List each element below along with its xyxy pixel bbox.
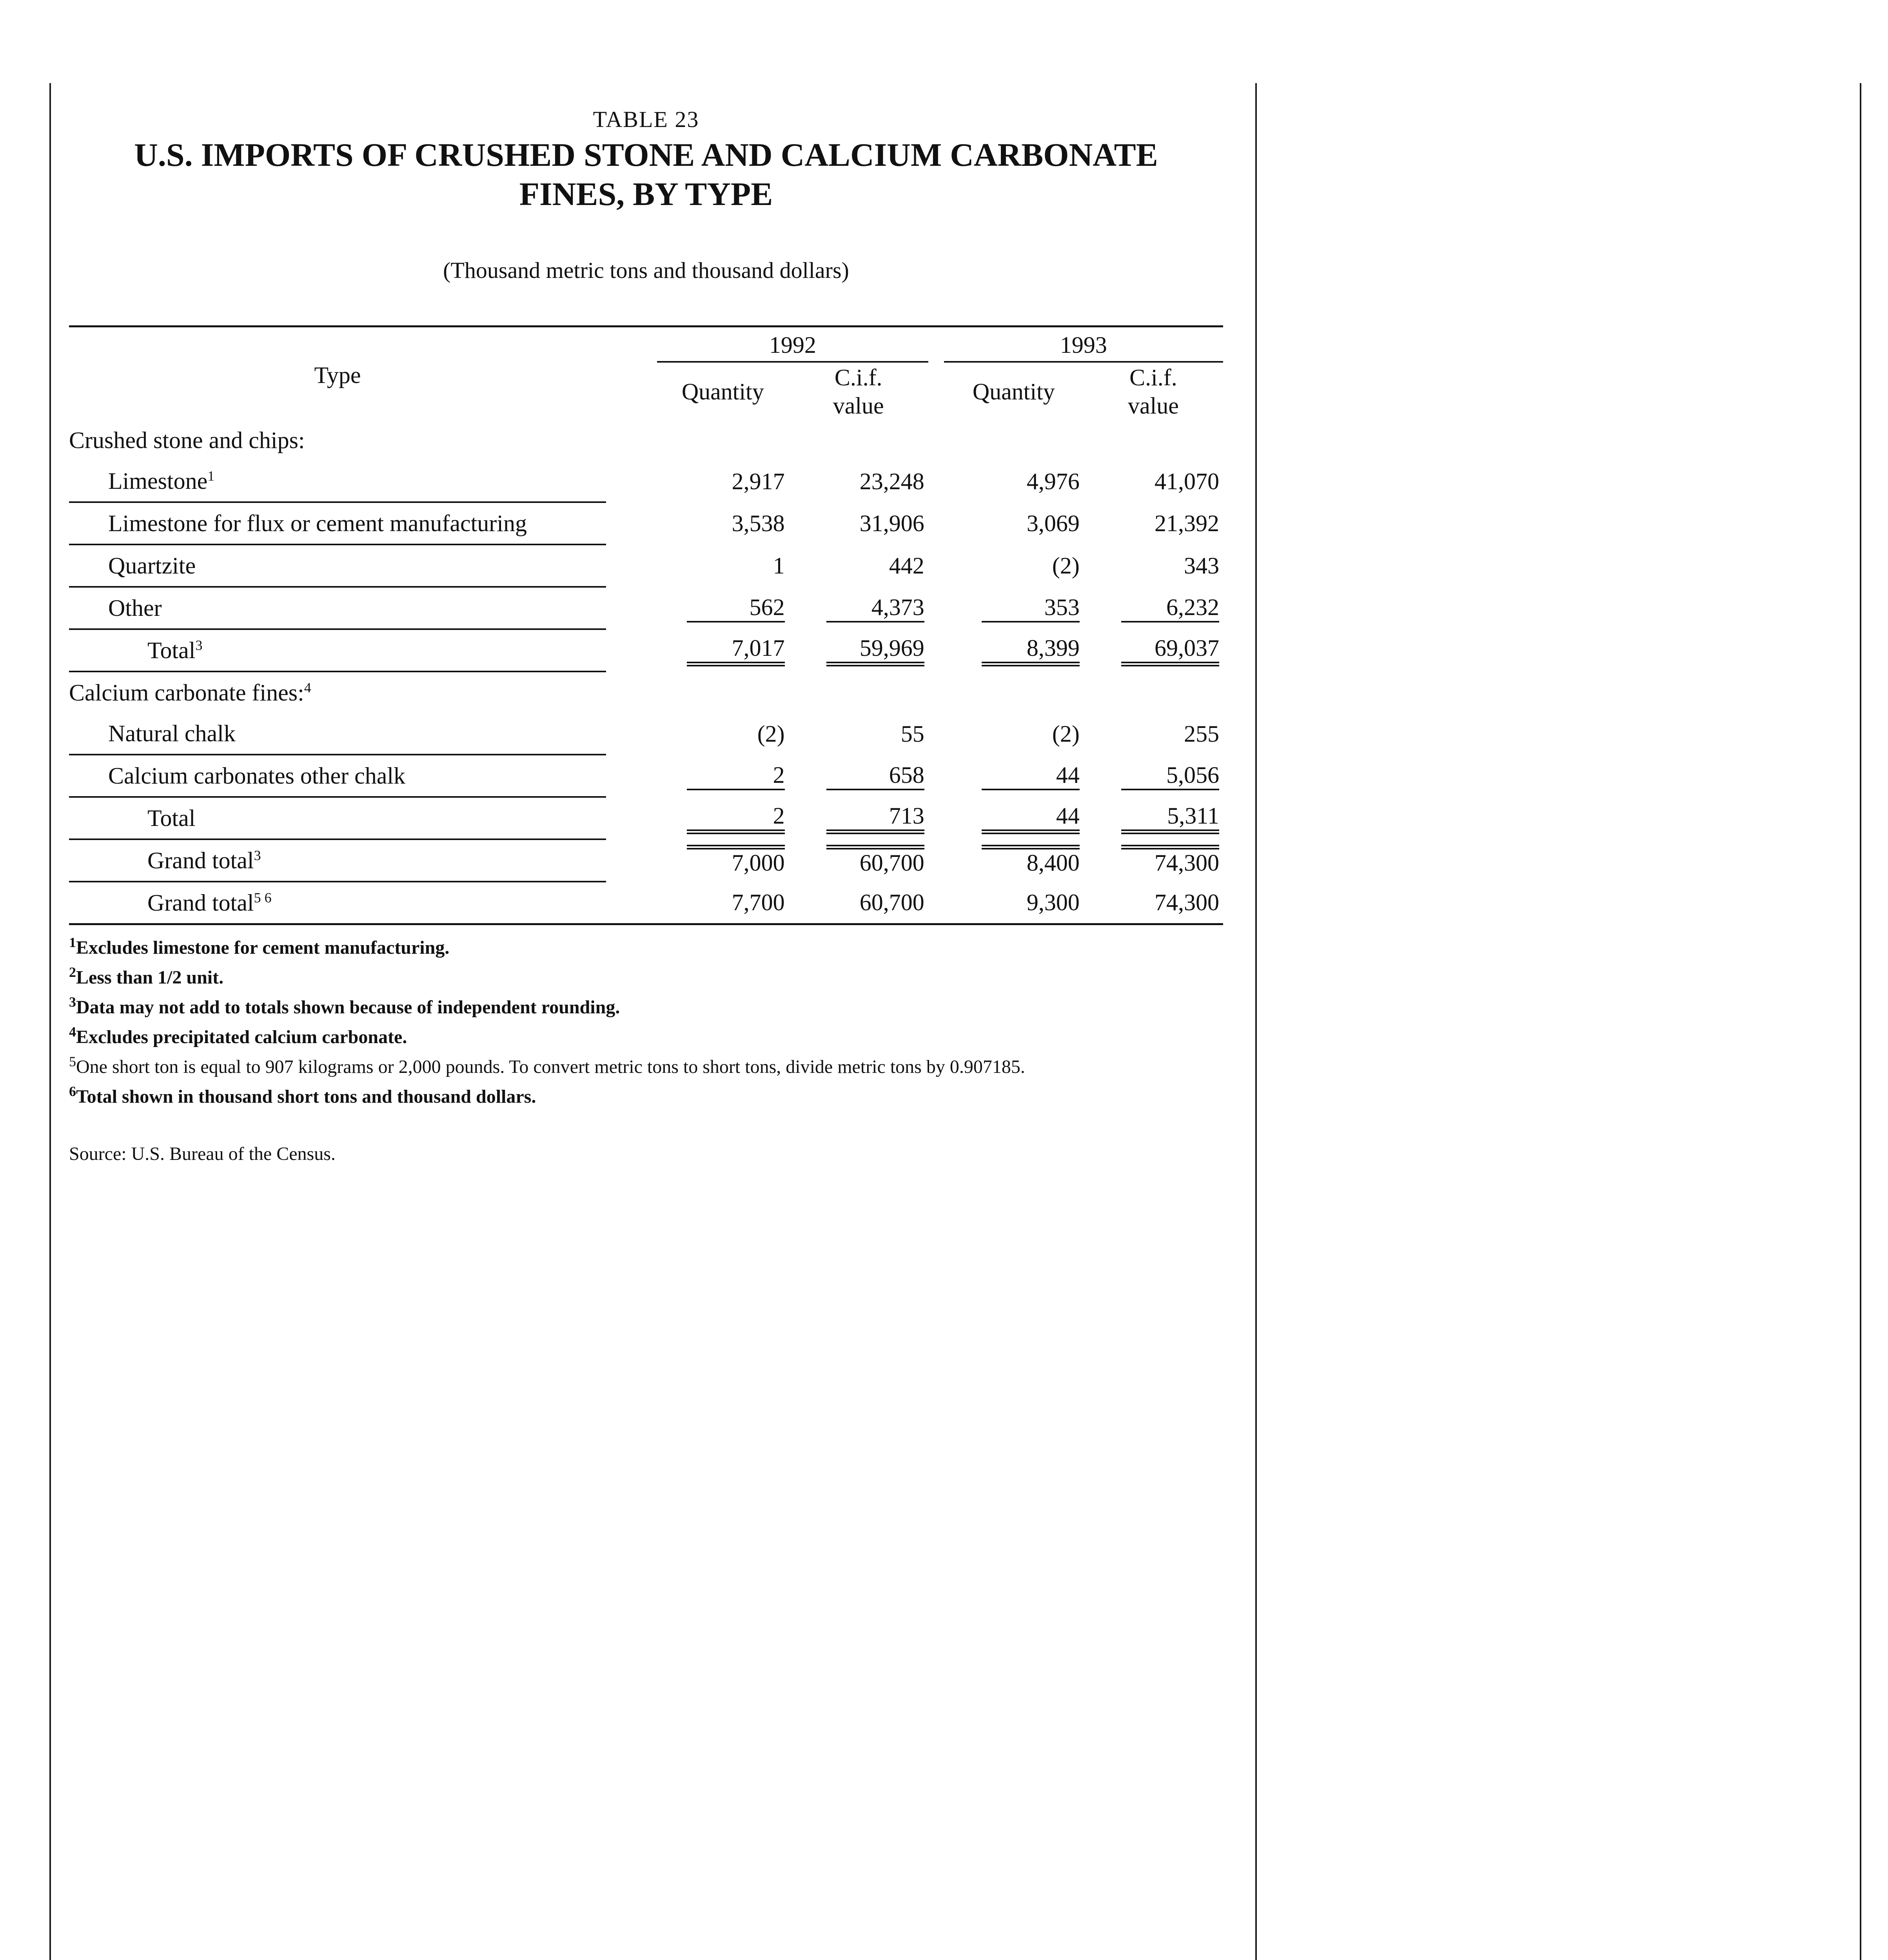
table-cell: [789, 713, 928, 755]
table-cell: [944, 671, 1084, 713]
table-cell: [606, 755, 789, 797]
row-label-text: Calcium carbonates other chalk: [108, 762, 406, 789]
table-cell: [1084, 755, 1223, 797]
row-label: [69, 461, 606, 502]
cell-value: 41,070: [1155, 468, 1219, 494]
cell-value: 7,700: [732, 889, 785, 915]
cell-value: 4,976: [1026, 468, 1080, 494]
table-cell: [789, 502, 928, 544]
footnote: [69, 963, 1223, 993]
table-cell: [606, 502, 789, 544]
table-row: [69, 544, 1223, 587]
table-row: [69, 882, 1223, 924]
table-cell: [789, 839, 928, 882]
cell-value: 5,311: [1121, 802, 1219, 834]
footnote-text: Excludes precipitated calcium carbonate.: [76, 1027, 407, 1047]
table-cell: [789, 629, 928, 671]
cell-value: 44: [982, 762, 1080, 790]
footnote: [69, 993, 1223, 1022]
left-column-rule: [49, 83, 51, 1960]
cell-value: 31,906: [859, 510, 924, 536]
footnote-ref: 4: [304, 679, 311, 695]
table-cell: [789, 671, 928, 713]
table-row: [69, 420, 1223, 461]
row-label: [69, 420, 606, 461]
value-header-1993: [1084, 363, 1223, 420]
imports-table: [69, 325, 1223, 927]
row-label: [69, 839, 606, 882]
cell-value: 9,300: [1026, 889, 1080, 915]
cell-value: 69,037: [1121, 635, 1219, 666]
footnotes: [69, 933, 1223, 1169]
table-cell: [1084, 713, 1223, 755]
row-label-text: Other: [108, 595, 162, 621]
table-cell: [606, 839, 789, 882]
cell-value: 1: [773, 552, 785, 579]
table-cell: [789, 797, 928, 839]
value-header-1993-line1: C.i.f.: [1129, 365, 1177, 390]
table-row: [69, 502, 1223, 544]
table-cell: [944, 587, 1084, 629]
cell-value: 7,017: [687, 635, 785, 666]
table-cell: [1084, 461, 1223, 502]
value-header-1993-line2: value: [1127, 393, 1179, 419]
footnote: [69, 1022, 1223, 1052]
table-cell: [944, 797, 1084, 839]
footnote: [69, 1052, 1223, 1082]
table-title-line2: FINES, BY TYPE: [519, 176, 773, 212]
footnote-text: Excludes limestone for cement manufacturing.: [76, 937, 450, 958]
table-cell: [944, 839, 1084, 882]
footnote-mark: 5: [69, 1054, 76, 1069]
table-title-line1: U.S. IMPORTS OF CRUSHED STONE AND CALCIUM CARBONATE: [134, 137, 1158, 173]
row-label: [69, 629, 606, 671]
table-cell: [789, 461, 928, 502]
row-label: [69, 502, 606, 544]
table-cell: [944, 544, 1084, 587]
footnote-mark: 4: [69, 1024, 76, 1040]
row-label-text: Total: [147, 637, 196, 663]
middle-column-rule: [1255, 83, 1257, 1960]
footnote-mark: 6: [69, 1083, 76, 1099]
quantity-header-1992: Quantity: [681, 379, 764, 405]
table-cell: [1084, 839, 1223, 882]
cell-value: 3,069: [1026, 510, 1080, 536]
value-header-1992-line2: value: [833, 393, 884, 419]
cell-value: 8,400: [982, 845, 1080, 877]
table-cell: [606, 587, 789, 629]
table-cell: [606, 713, 789, 755]
table-cell: [606, 797, 789, 839]
table-row: [69, 671, 1223, 713]
cell-value: 7,000: [687, 845, 785, 877]
row-label: [69, 713, 606, 755]
right-column-rule: [1860, 83, 1861, 1960]
table-row: [69, 797, 1223, 839]
row-label: [69, 544, 606, 587]
cell-value: 255: [1184, 720, 1219, 747]
footnote-mark: 2: [69, 964, 76, 980]
cell-value: 3,538: [732, 510, 785, 536]
row-label-text: Quartzite: [108, 552, 196, 579]
cell-value: (2): [757, 720, 785, 747]
table-cell: [789, 755, 928, 797]
cell-value: (2): [1052, 720, 1080, 747]
table-cell: [944, 882, 1084, 924]
footnote-ref: 5 6: [254, 889, 272, 906]
table-number: TABLE 23: [593, 107, 699, 132]
cell-value: 2: [687, 762, 785, 790]
source-note: Source: U.S. Bureau of the Census.: [69, 1143, 336, 1164]
table-cell: [944, 420, 1084, 461]
table-cell: [1084, 797, 1223, 839]
row-label-text: Limestone: [108, 468, 208, 494]
footnote-text: Data may not add to totals shown because of independent rounding.: [76, 997, 620, 1018]
value-header-1992: [789, 363, 928, 420]
cell-value: 442: [889, 552, 924, 579]
year-header-1992: [606, 330, 928, 363]
table-cell: [944, 502, 1084, 544]
cell-value: 562: [687, 594, 785, 622]
table-cell: [944, 713, 1084, 755]
quantity-header-1993: Quantity: [972, 379, 1055, 405]
table-cell: [944, 755, 1084, 797]
top-rule: [69, 327, 1223, 331]
table-cell: [1084, 587, 1223, 629]
table-cell: [606, 461, 789, 502]
row-label-text: Grand total: [147, 889, 254, 916]
cell-value: 8,399: [982, 635, 1080, 666]
row-label: [69, 797, 606, 839]
cell-value: 55: [900, 720, 924, 747]
cell-value: 44: [982, 802, 1080, 834]
cell-value: 60,700: [826, 845, 924, 877]
row-label-text: Calcium carbonate fines:: [69, 679, 304, 706]
table-row: [69, 587, 1223, 629]
table-row: [69, 461, 1223, 502]
bottom-rule: [69, 924, 1223, 928]
row-label-text: Grand total: [147, 847, 254, 873]
table-cell: [606, 544, 789, 587]
cell-value: 21,392: [1155, 510, 1219, 536]
table-cell: [944, 461, 1084, 502]
cell-value: 59,969: [826, 635, 924, 666]
year-1993-label: 1993: [944, 332, 1223, 363]
cell-value: 6,232: [1121, 594, 1219, 622]
row-label-text: Limestone for flux or cement manufacturing: [108, 510, 527, 536]
year-1992-label: 1992: [657, 332, 928, 363]
table-cell: [1084, 420, 1223, 461]
cell-value: 353: [982, 594, 1080, 622]
row-label: [69, 587, 606, 629]
cell-value: 2,917: [732, 468, 785, 494]
cell-value: 60,700: [859, 889, 924, 915]
table-cell: [789, 420, 928, 461]
year-header-1993: [944, 330, 1223, 363]
footnote-ref: 1: [207, 468, 215, 484]
table-cell: [1084, 671, 1223, 713]
row-label-text: Total: [147, 805, 196, 831]
cell-value: 4,373: [826, 594, 924, 622]
table-row: [69, 755, 1223, 797]
footnote: [69, 1082, 1223, 1112]
table-cell: [1084, 544, 1223, 587]
table-cell: [1084, 502, 1223, 544]
cell-value: 23,248: [859, 468, 924, 494]
cell-value: 713: [826, 802, 924, 834]
table-cell: [606, 882, 789, 924]
row-label: [69, 671, 606, 713]
cell-value: 74,300: [1155, 889, 1219, 915]
row-label: [69, 755, 606, 797]
footnote: [69, 933, 1223, 963]
cell-value: 2: [687, 802, 785, 834]
footnote-text: Total shown in thousand short tons and thousand dollars.: [76, 1086, 536, 1107]
cell-value: 343: [1184, 552, 1219, 579]
footnote-mark: 1: [69, 935, 76, 950]
cell-value: (2): [1052, 552, 1080, 579]
cell-value: 658: [826, 762, 924, 790]
footnote-ref: 3: [254, 847, 261, 863]
table-row: [69, 713, 1223, 755]
row-label-text: Natural chalk: [108, 720, 236, 746]
row-label-text: Crushed stone and chips:: [69, 427, 305, 453]
table-cell: [944, 629, 1084, 671]
table-cell: [1084, 882, 1223, 924]
footnote-text: Less than 1/2 unit.: [76, 967, 224, 988]
footnote-text: One short ton is equal to 907 kilograms or 2,000 pounds. To convert metric tons to short tons, divide metric tons by 0.907185.: [76, 1056, 1025, 1077]
table-header: [69, 106, 1223, 283]
table-cell: [789, 544, 928, 587]
table-cell: [606, 420, 789, 461]
row-label: [69, 882, 606, 924]
table-cell: [606, 629, 789, 671]
value-header-1992-line1: C.i.f.: [834, 365, 882, 390]
table-cell: [1084, 629, 1223, 671]
cell-value: 5,056: [1121, 762, 1219, 790]
footnote-mark: 3: [69, 994, 76, 1010]
table-row: [69, 839, 1223, 882]
table-cell: [606, 671, 789, 713]
year-header-row: [69, 330, 1223, 363]
footnote-ref: 3: [195, 637, 203, 653]
cell-value: 74,300: [1121, 845, 1219, 877]
table-cell: [789, 587, 928, 629]
type-column-header: Type: [314, 362, 361, 388]
table-row: [69, 629, 1223, 671]
table-title: [69, 136, 1223, 214]
table-cell: [789, 882, 928, 924]
table-units: (Thousand metric tons and thousand dollars): [443, 258, 849, 283]
